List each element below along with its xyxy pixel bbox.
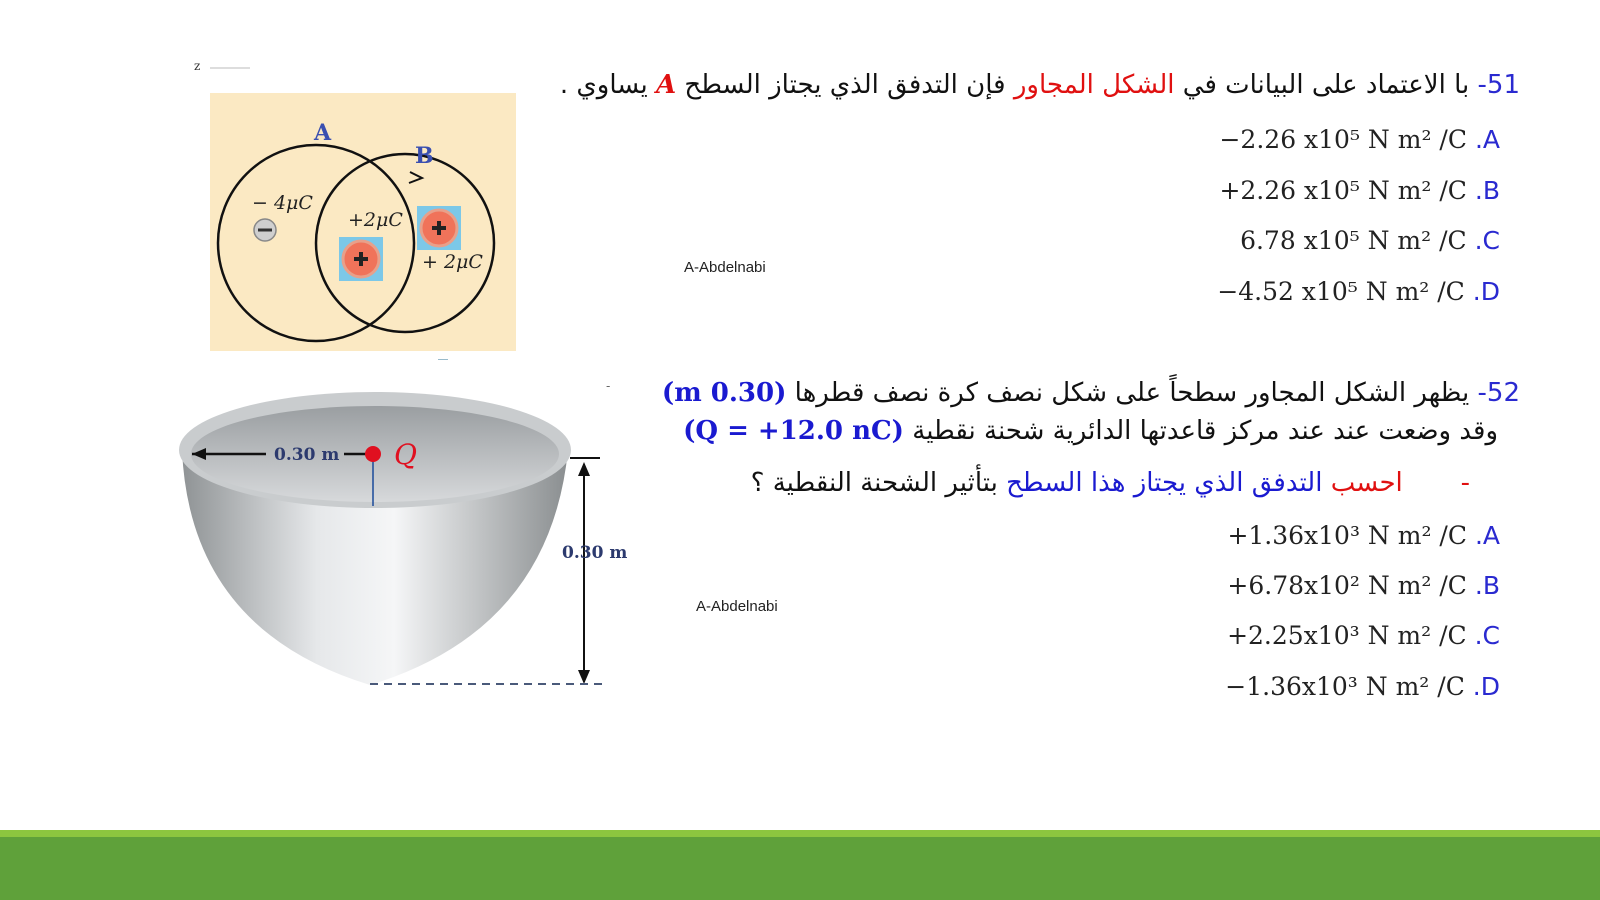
q51-option-b[interactable]: B. +2.26 x10⁵ N m² /C: [1219, 176, 1500, 205]
q52-option-a[interactable]: A. +1.36x10³ N m² /C: [1227, 521, 1500, 550]
figure-gauss-surfaces: [190, 60, 530, 360]
question-51-number: 51-: [1477, 70, 1520, 100]
watermark: A-Abdelnabi: [696, 598, 778, 615]
charge-q-label: Q: [394, 438, 417, 471]
question-51-text: 51- با الاعتماد على البيانات في الشكل المجاور فإن التدفق الذي يجتاز السطح A يساوي .: [559, 70, 1520, 100]
middle-positive-charge-icon: [339, 237, 383, 281]
height-label: 0.30 m: [562, 543, 628, 563]
svg-text:-: -: [606, 380, 611, 393]
q51-option-a[interactable]: A. −2.26 x10⁵ N m² /C: [1219, 125, 1500, 154]
watermark: A-Abdelnabi: [684, 259, 766, 276]
point-charge-q: [365, 446, 381, 462]
question-52-line-2: وقد وضعت عند عند مركز قاعدتها الدائرية شحنة نقطية (Q = +12.0 nC): [683, 416, 1498, 446]
radius-label: 0.30 m: [274, 445, 340, 465]
question-52-instruction: - احسب التدفق الذي يجتاز هذا السطح بتأثير الشحنة النقطية ؟: [750, 468, 1470, 498]
surface-b-label: B: [415, 143, 434, 169]
q52-option-c[interactable]: C. +2.25x10³ N m² /C: [1227, 621, 1500, 650]
negative-charge-label: − 4μC: [252, 192, 313, 214]
svg-text:z: z: [194, 60, 201, 73]
middle-charge-label: +2μC: [348, 209, 403, 231]
surface-a-label: A: [314, 120, 332, 146]
q52-option-d[interactable]: D. −1.36x10³ N m² /C: [1225, 672, 1500, 701]
right-positive-charge-icon: [417, 206, 461, 250]
footer-accent-line: [0, 830, 1600, 837]
footer-bar: [0, 837, 1600, 900]
q51-option-d[interactable]: D. −4.52 x10⁵ N m² /C: [1217, 277, 1500, 306]
right-charge-label: + 2μC: [422, 251, 483, 273]
q51-option-c[interactable]: C. 6.78 x10⁵ N m² /C: [1240, 226, 1500, 255]
q52-option-b[interactable]: B. +6.78x10² N m² /C: [1227, 571, 1500, 600]
question-52-line-1: 52- يظهر الشكل المجاور سطحاً على شكل نصف كرة نصف قطرها (0.30 m): [661, 378, 1520, 408]
figure-hemisphere: [170, 380, 640, 710]
question-52-number: 52-: [1477, 378, 1520, 408]
negative-charge-icon: [254, 219, 276, 241]
